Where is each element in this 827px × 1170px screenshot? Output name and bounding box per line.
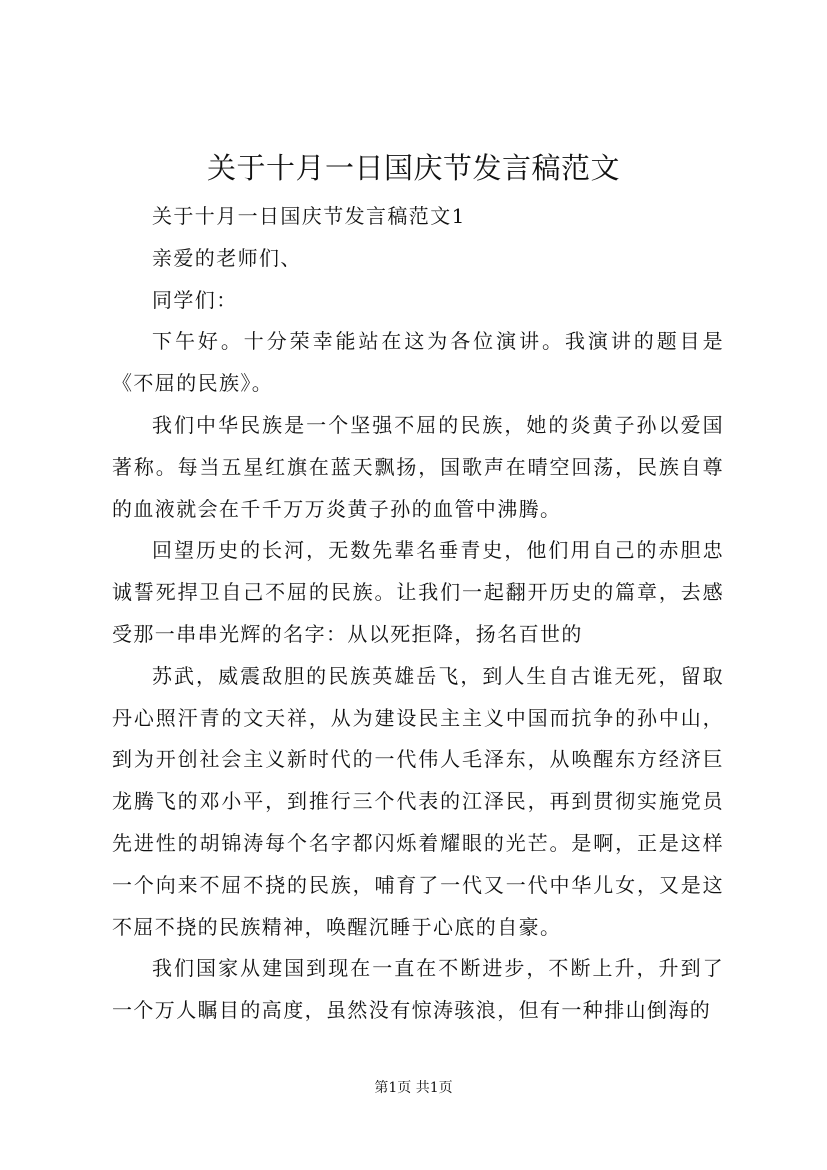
paragraph: 我们中华民族是一个坚强不屈的民族，她的炎黄子孙以爱国著称。每当五星红旗在蓝天飘扬，国歌声在晴空回荡，民族自尊的血液就会在千千万万炎黄子孙的血管中沸腾。 [112, 412, 724, 521]
paragraph: 苏武，威震敌胆的民族英雄岳飞，到人生自古谁无死，留取丹心照汗青的文天祥，从为建设民主主义中国而抗争的孙中山，到为开创社会主义新时代的一代伟人毛泽东，从唤醒东方经济巨龙腾飞的邓小平，到推行三个代表的江泽民，再到贯彻实施党员先进性的胡锦涛每个名字都闪烁着耀眼的光芒。是啊，正是这样一个向来不屈不挠的民族，哺育了一代又一代中华儿女，又是这不屈不挠的民族精神，唤醒沉睡于心底的自豪。 [112, 663, 724, 939]
paragraph: 下午好。十分荣幸能站在这为各位演讲。我演讲的题目是《不屈的民族》。 [112, 329, 724, 396]
document-title: 关于十月一日国庆节发言稿范文 [206, 151, 620, 185]
paragraph: 亲爱的老师们、 [152, 245, 302, 270]
page-footer: 第1页 共1页 [374, 1080, 453, 1096]
paragraph: 同学们： [152, 287, 238, 312]
paragraph: 回望历史的长河，无数先辈名垂青史，他们用自己的赤胆忠诚誓死捍卫自己不屈的民族。让我们一起翻开历史的篇章，去感受那一串串光辉的名字：从以死拒降，扬名百世的 [112, 538, 724, 646]
paragraph: 关于十月一日国庆节发言稿范文1 [152, 204, 466, 228]
paragraph: 我们国家从建国到现在一直在不断进步，不断上升，升到了一个万人瞩目的高度，虽然没有惊涛骇浪，但有一种排山倒海的 [112, 956, 724, 1023]
document-body [112, 196, 724, 1032]
